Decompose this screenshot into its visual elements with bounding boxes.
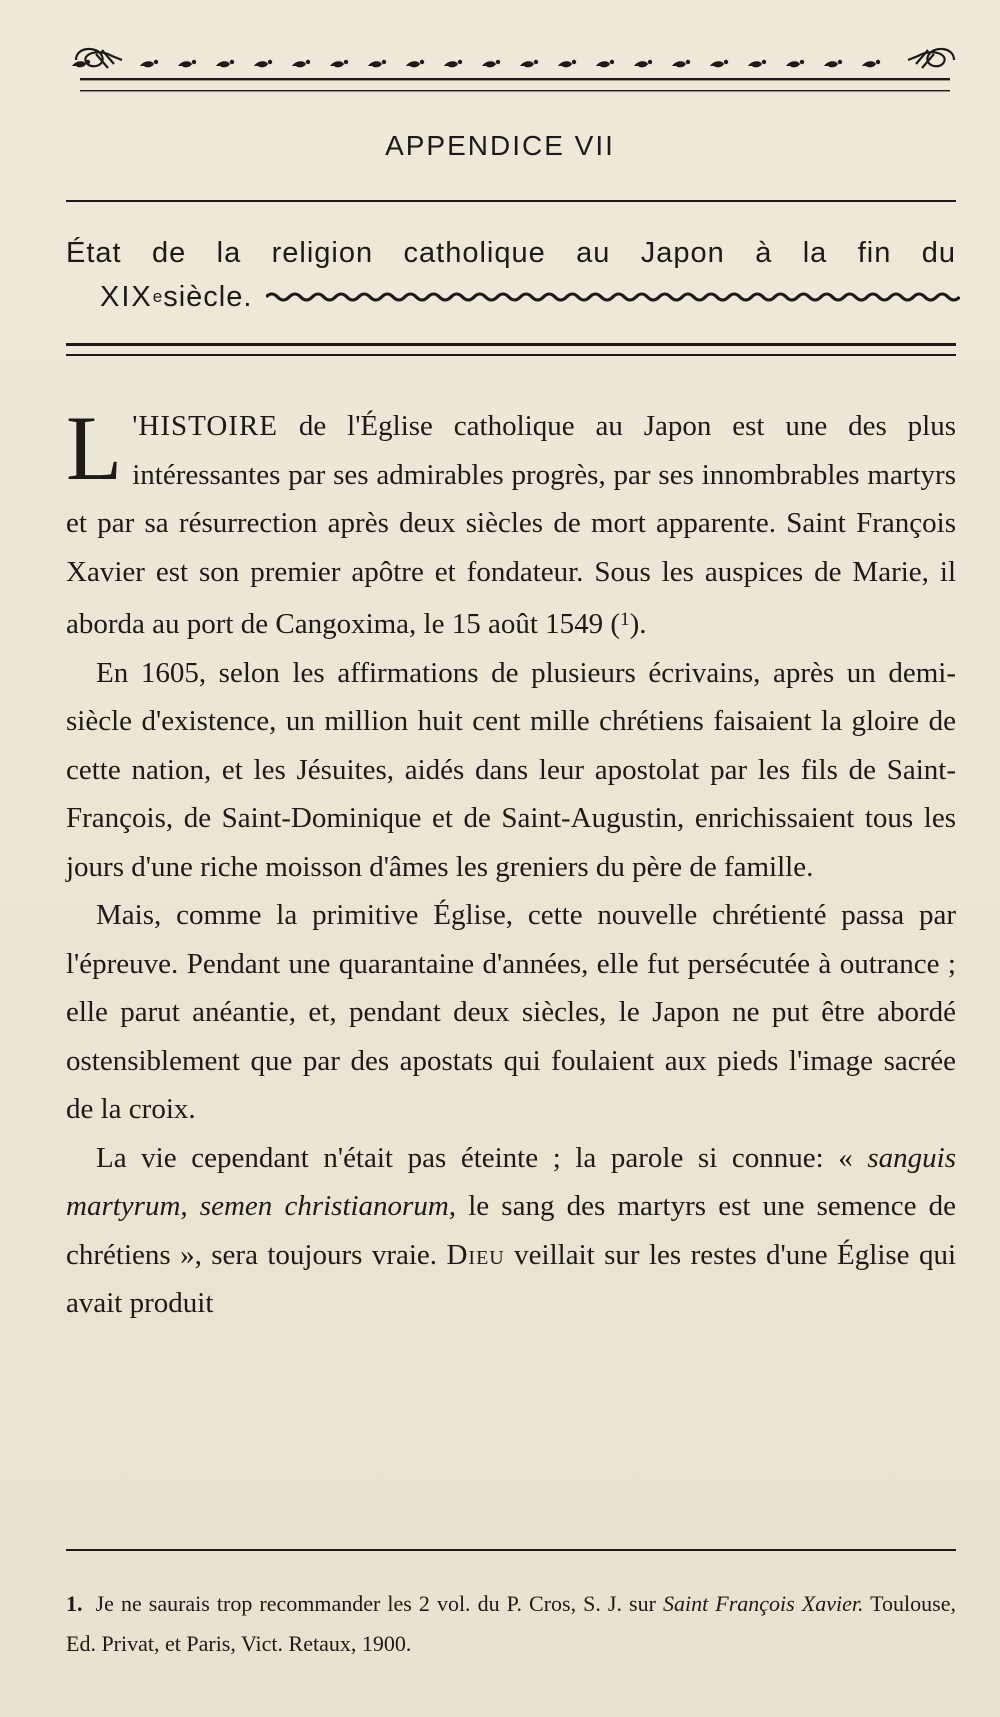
footnote-reference: 1 [620, 609, 630, 630]
header-ornament [72, 40, 958, 102]
double-rule-top [66, 343, 956, 346]
paragraph-4-mid: le sang des martyrs est une semence de chrétiens », sera toujours vraie. [66, 1190, 957, 1271]
double-rule-bottom [66, 354, 956, 356]
century-numeral: XIX [100, 281, 153, 313]
footnote-number: 1. [66, 1591, 83, 1616]
drop-cap: L [66, 397, 123, 499]
footnote-text-end: Toulouse, Ed. Privat, et Paris, Vict. Retaux, 1900. [66, 1591, 956, 1656]
opening-word: 'HISTOIRE [132, 410, 279, 442]
divider-rule [66, 200, 956, 202]
century-superscript: e [152, 287, 164, 306]
paragraph-4-start: La vie cependant n'était pas éteinte ; la parole si connue: « [96, 1141, 868, 1174]
section-subtitle-line1: État de la religion catholique au Japon à la fin du [66, 237, 956, 269]
footnote-text-start: Je ne saurais trop recommander les 2 vol. du P. Cros, S. J. sur [88, 1591, 663, 1616]
subtitle-end: siècle. [163, 281, 253, 313]
paragraph-3: Mais, comme la primitive Église, cette nouvelle chrétienté passa par l'épreuve. Pendant une quarantaine d'années, elle fut persécutée à outrance ; elle parut anéantie, et, pendant deux siècles, le Japon ne put être abordé ostensiblement que par des apostats qui foulaient aux pieds l'image sacrée de la croix. [66, 899, 956, 1125]
paragraph-1-end: ). [629, 608, 647, 640]
paragraph-1-text: de l'Église catholique au Japon est une des plus intéressantes par ses admirables progrès, par ses innombrables martyrs et par sa résurrection après deux siècles de mort apparente. Saint François Xavier est son premier apôtre et fondateur. Sous les auspices de Marie, il aborda au port de Cangoxima, le 15 août 1549 ( [66, 410, 956, 640]
dieu-word: Dieu [446, 1238, 505, 1271]
footnote-rule [66, 1549, 956, 1551]
paragraph-2: En 1605, selon les affirmations de plusieurs écrivains, après un demi-siècle d'existence, un million huit cent mille chrétiens faisaient la gloire de cette nation, et les Jésuites, aidés dans leur apostolat par les fils de Saint-François, de Saint-Dominique et de Saint-Augustin, enrichissaient tous les jours d'une riche moisson d'âmes les greniers du père de famille. [66, 656, 956, 883]
paragraph-1 [66, 397, 956, 649]
appendix-title: APPENDICE VII [385, 130, 615, 161]
main-text [66, 397, 957, 1328]
paragraph-4-end: veillait sur les restes d'une Église qui avait produit [66, 1238, 957, 1319]
paragraph-4 [66, 1134, 956, 1328]
footnote [66, 1584, 956, 1664]
latin-quote: sanguis martyrum, semen christianorum, [66, 1141, 956, 1222]
subtitle-ornament-line [266, 290, 960, 304]
section-subtitle-line2 [100, 276, 960, 318]
footnote-book-title: Saint François Xavier. [663, 1591, 864, 1616]
